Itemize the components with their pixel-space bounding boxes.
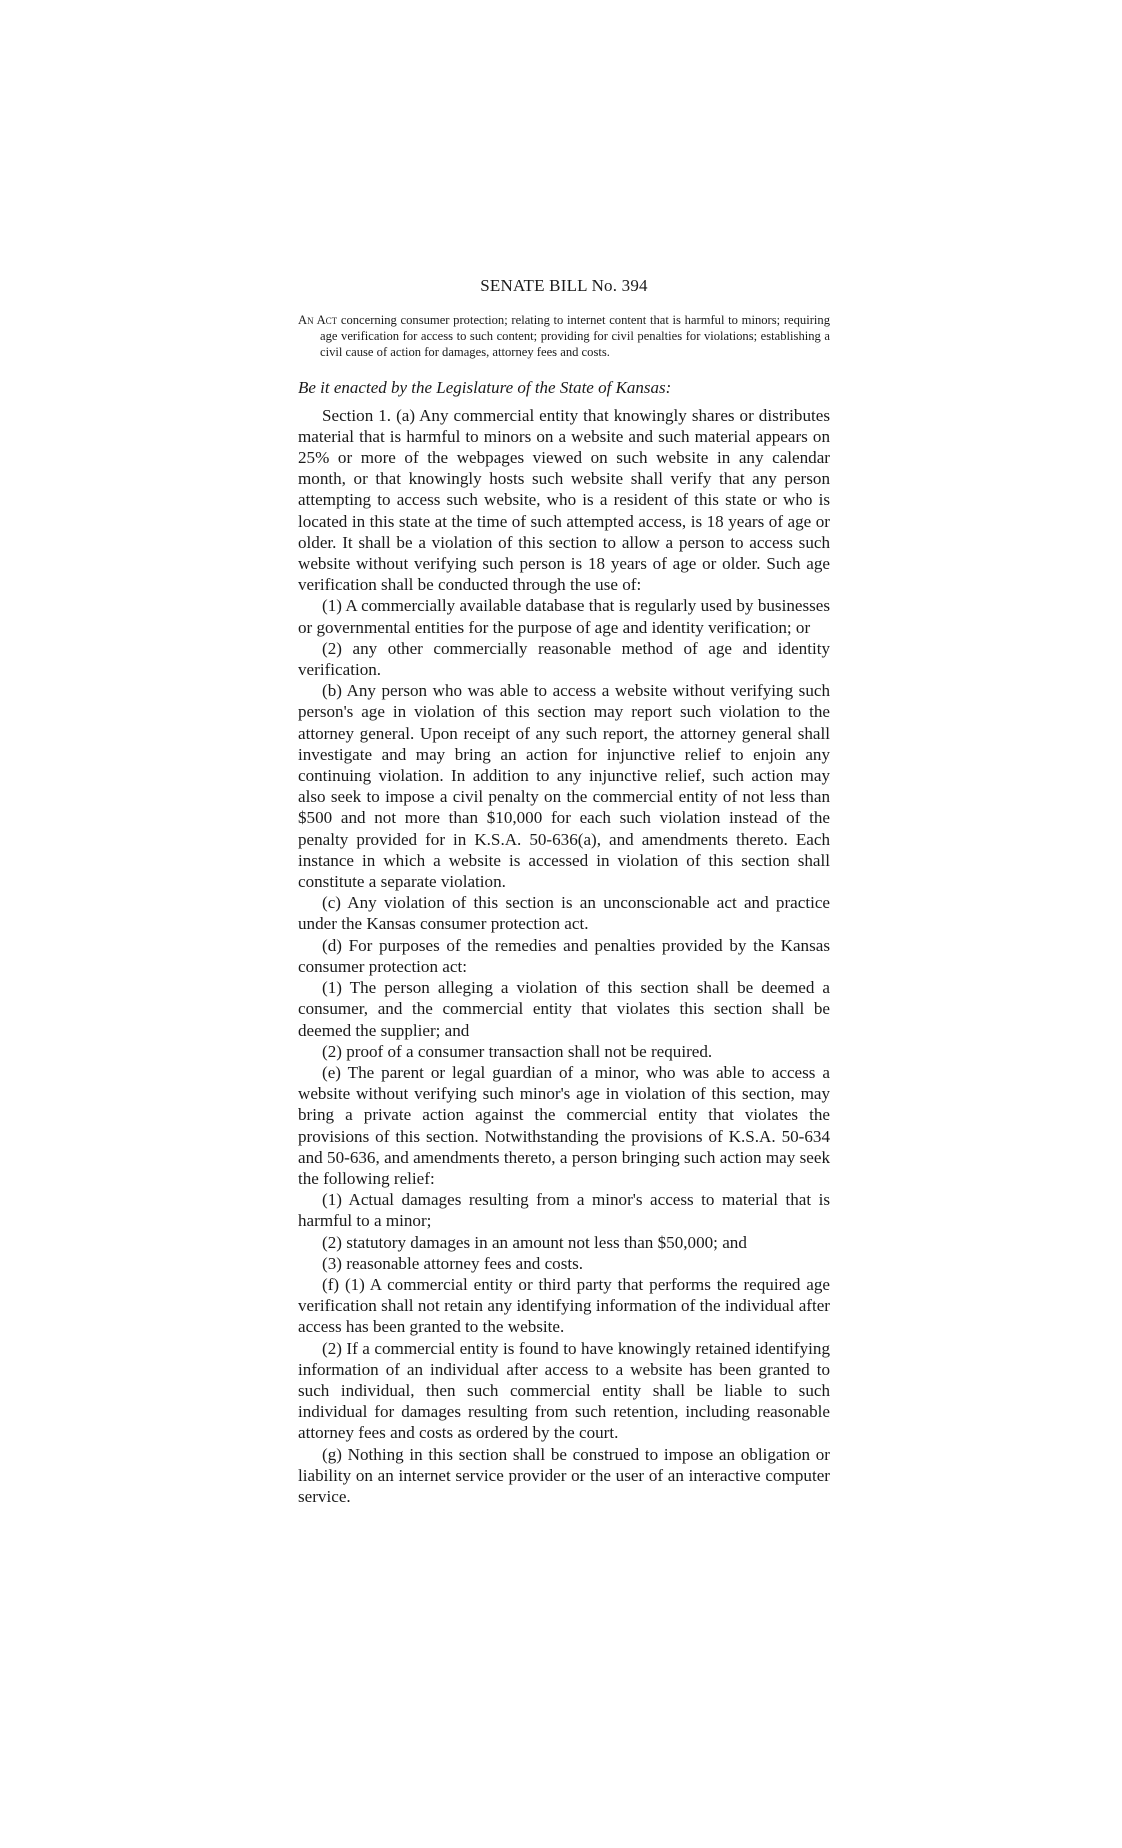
act-title bbox=[298, 312, 830, 361]
subsection-a-item-1: (1) A commercially available database that is regularly used by businesses or governmental entities for the purpose of age and identity verification; or bbox=[298, 596, 830, 637]
subsection-c: (c) Any violation of this section is an unconscionable act and practice under the Kansas consumer protection act. bbox=[298, 893, 830, 934]
bill-body bbox=[298, 405, 830, 1508]
bill-title: SENATE BILL No. 394 bbox=[480, 276, 648, 295]
enacting-clause: Be it enacted by the Legislature of the State of Kansas: bbox=[298, 377, 672, 397]
subsection-d: (d) For purposes of the remedies and penalties provided by the Kansas consumer protection act: bbox=[298, 935, 830, 976]
subsection-d-item-1: (1) The person alleging a violation of this section shall be deemed a consumer, and the commercial entity that violates this section shall be deemed the supplier; and bbox=[298, 978, 830, 1040]
subsection-e-item-2: (2) statutory damages in an amount not less than $50,000; and bbox=[322, 1232, 747, 1252]
subsection-g: (g) Nothing in this section shall be construed to impose an obligation or liability on an internet service provider or the user of an interactive computer service. bbox=[298, 1444, 830, 1506]
act-title-text: concerning consumer protection; relating to internet content that is harmful to minors; requiring age verification for access to such content; providing for civil penalties for violations; establishing a civil cause of action for damages, attorney fees and costs. bbox=[320, 313, 830, 360]
document-page bbox=[298, 276, 830, 1507]
subsection-f-item-2: (2) If a commercial entity is found to have knowingly retained identifying information of an individual after access to a website has been granted to such individual, then such commercial entity shall be liable to such individual for damages resulting from such retention, including reasonable attorney fees and costs as ordered by the court. bbox=[298, 1338, 830, 1443]
subsection-e: (e) The parent or legal guardian of a minor, who was able to access a website without verifying such minor's age in violation of this section, may bring a private action against the commercial entity that violates the provisions of this section. Notwithstanding the provisions of K.S.A. 50-634 and 50-636, and amendments thereto, a person bringing such action may seek the following relief: bbox=[298, 1062, 830, 1188]
subsection-e-item-3: (3) reasonable attorney fees and costs. bbox=[322, 1253, 584, 1273]
subsection-e-item-1: (1) Actual damages resulting from a minor's access to material that is harmful to a minor; bbox=[298, 1190, 830, 1231]
section-1-subsection-a: Section 1. (a) Any commercial entity that knowingly shares or distributes material that is harmful to minors on a website and such material appears on 25% or more of the webpages viewed on such website in any calendar month, or that knowingly hosts such website shall verify that any person attempting to access such website, who is a resident of this state or who is located in this state at the time of such attempted access, is 18 years of age or older. It shall be a violation of this section to allow a person to access such website without verifying such person is 18 years of age or older. Such age verification shall be conducted through the use of: bbox=[298, 405, 830, 595]
subsection-d-item-2: (2) proof of a consumer transaction shall not be required. bbox=[322, 1041, 713, 1061]
subsection-a-item-2: (2) any other commercially reasonable method of age and identity verification. bbox=[298, 638, 830, 680]
subsection-f-item-1: (f) (1) A commercial entity or third party that performs the required age verification shall not retain any identifying information of the individual after access has been granted to the website. bbox=[298, 1274, 830, 1337]
act-title-lead: An Act bbox=[298, 313, 338, 327]
subsection-b: (b) Any person who was able to access a website without verifying such person's age in violation of this section may report such violation to the attorney general. Upon receipt of any such report, the attorney general shall investigate and may bring an action for injunctive relief to enjoin any continuing violation. In addition to any injunctive relief, such action may also seek to impose a civil penalty on the commercial entity of not less than $500 and not more than $10,000 for each such violation instead of the penalty provided for in K.S.A. 50-636(a), and amendments thereto. Each instance in which a website is accessed in violation of this section shall constitute a separate violation. bbox=[298, 681, 830, 892]
